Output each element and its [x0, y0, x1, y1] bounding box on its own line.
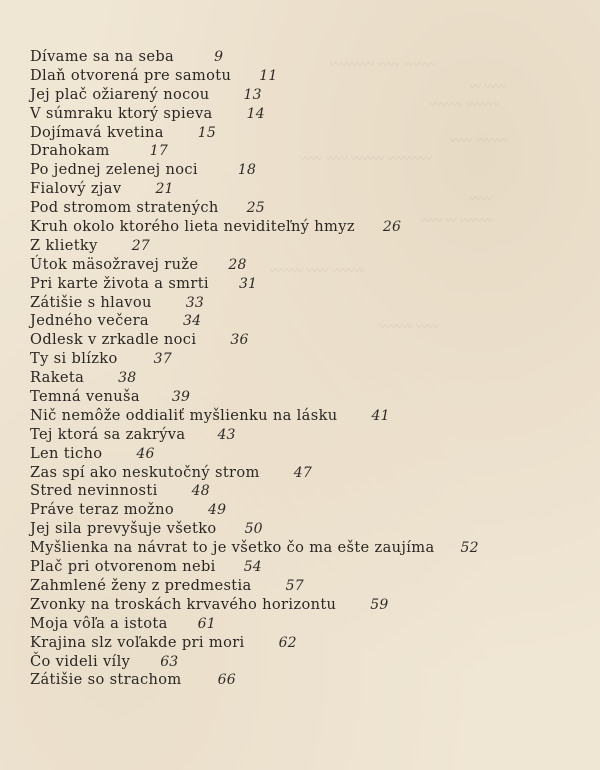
toc-page-number: 13: [243, 86, 262, 103]
toc-page-number: 18: [237, 162, 257, 179]
toc-entry: [30, 180, 479, 199]
table-of-contents: [30, 48, 479, 690]
toc-page-number: 66: [217, 672, 236, 689]
toc-page-number: 39: [171, 389, 191, 406]
toc-title: Temná venuša: [30, 388, 140, 406]
toc-page-number: 37: [153, 351, 172, 368]
toc-entry: [30, 634, 479, 653]
toc-page-number: 46: [136, 445, 155, 462]
toc-entry: [30, 67, 479, 86]
toc-entry: [30, 615, 479, 634]
toc-page-number: 57: [285, 577, 304, 594]
show-through-mark: 〰〰〰 〰〰〰: [430, 98, 500, 111]
toc-title: Fialový zjav: [30, 180, 122, 198]
toc-entry: [30, 142, 479, 161]
toc-title: Drahokam: [30, 142, 110, 160]
toc-entry: [30, 105, 479, 124]
show-through-mark: 〰〰〰 〰〰 〰〰〰: [270, 264, 365, 277]
toc-entry: [30, 312, 479, 331]
toc-title: Dojímavá kvetina: [30, 123, 164, 141]
toc-page-number: 54: [243, 559, 262, 576]
toc-page-number: 49: [207, 502, 227, 519]
toc-entry: [30, 407, 479, 426]
toc-title: Zas spí ako neskutočný strom: [30, 463, 260, 481]
toc-entry: [30, 539, 479, 558]
toc-page-number: 27: [131, 237, 150, 254]
toc-entry: [30, 577, 479, 596]
toc-title: Len ticho: [30, 444, 103, 462]
toc-entry: [30, 199, 479, 218]
toc-entry: [30, 558, 479, 577]
toc-entry: [30, 445, 479, 464]
show-through-mark: 〰〰 〰: [470, 80, 507, 93]
toc-page-number: 61: [197, 615, 216, 632]
toc-entry: [30, 501, 479, 520]
toc-title: Moja vôľa a istota: [30, 614, 168, 632]
toc-title: Zátišie so strachom: [30, 671, 182, 689]
toc-page-number: 52: [460, 540, 479, 557]
toc-page-number: 17: [149, 143, 168, 160]
toc-entry: [30, 331, 479, 350]
toc-page-number: 41: [371, 407, 390, 424]
toc-page-number: 63: [160, 653, 179, 670]
toc-entry: [30, 426, 479, 445]
toc-title: Dlaň otvorená pre samotu: [30, 66, 232, 84]
toc-title: Krajina slz voľakde pri mori: [30, 633, 245, 651]
toc-entry: [30, 596, 479, 615]
toc-title: Myšlienka na návrat to je všetko čo ma ešte zaujíma: [30, 539, 435, 557]
show-through-mark: 〰〰〰 〰〰: [450, 134, 509, 147]
toc-entry: [30, 275, 479, 294]
toc-title: Pod stromom stratených: [30, 199, 219, 217]
show-through-mark: 〰〰〰 〰 〰〰: [420, 214, 493, 227]
toc-page-number: 11: [259, 67, 278, 84]
toc-title: Zahmlené ženy z predmestia: [30, 576, 252, 594]
toc-entry: [30, 256, 479, 275]
toc-page-number: 47: [293, 464, 312, 481]
toc-title: Nič nemôže oddialiť myšlienku na lásku: [30, 406, 338, 424]
toc-title: Tej ktorá sa zakrýva: [30, 425, 186, 443]
toc-title: Čo videli víly: [30, 652, 131, 670]
toc-entry: [30, 86, 479, 105]
toc-page-number: 28: [228, 256, 247, 273]
toc-page-number: 26: [382, 219, 402, 236]
toc-title: Jedného večera: [30, 312, 149, 330]
show-through-mark: 〰〰: [470, 192, 492, 205]
toc-title: Jej plač ožiarený nocou: [30, 85, 210, 103]
toc-page-number: 62: [278, 634, 297, 651]
toc-entry: [30, 653, 479, 672]
toc-entry: [30, 671, 479, 690]
toc-title: Plač pri otvorenom nebi: [30, 558, 216, 576]
toc-title: Ty si blízko: [30, 350, 118, 368]
toc-entry: [30, 237, 479, 256]
toc-entry: [30, 124, 479, 143]
toc-entry: [30, 161, 479, 180]
toc-entry: [30, 294, 479, 313]
toc-title: Po jednej zelenej noci: [30, 161, 198, 179]
toc-entry: [30, 464, 479, 483]
toc-page-number: 38: [118, 370, 137, 387]
show-through-mark: 〰〰〰〰 〰〰〰 〰〰 〰〰: [300, 152, 432, 165]
toc-page-number: 21: [155, 181, 174, 198]
toc-title: Práve teraz možno: [30, 501, 174, 519]
toc-title: Dívame sa na seba: [30, 48, 175, 65]
toc-page-number: 33: [185, 294, 204, 311]
toc-page-number: 43: [217, 426, 236, 443]
toc-entry: [30, 48, 479, 67]
toc-page-number: 50: [244, 521, 263, 538]
show-through-mark: 〰〰〰 〰〰 〰〰〰〰: [330, 58, 436, 71]
toc-title: Zátišie s hlavou: [30, 293, 152, 311]
toc-entry: [30, 369, 479, 388]
toc-title: Raketa: [30, 369, 85, 387]
toc-page-number: 15: [197, 124, 216, 141]
toc-entry: [30, 350, 479, 369]
toc-title: V súmraku ktorý spieva: [30, 104, 213, 122]
toc-title: Stred nevinnosti: [30, 482, 158, 500]
toc-page-number: 36: [230, 332, 249, 349]
show-through-mark: 〰〰 〰〰〰: [380, 320, 439, 333]
toc-entry: [30, 388, 479, 407]
toc-title: Jej sila prevyšuje všetko: [30, 520, 217, 538]
toc-page-number: 59: [370, 596, 389, 613]
toc-entry: [30, 520, 479, 539]
toc-page-number: 25: [246, 200, 265, 217]
toc-page-number: 48: [191, 483, 210, 500]
toc-title: Kruh okolo ktorého lieta neviditeľný hmyz: [30, 218, 355, 236]
toc-title: Odlesk v zrkadle noci: [30, 331, 197, 349]
toc-page-number: 31: [238, 275, 258, 292]
toc-title: Z klietky: [30, 236, 98, 254]
toc-page-number: 9: [214, 49, 224, 65]
toc-entry: [30, 218, 479, 237]
toc-title: Pri karte života a smrti: [30, 274, 209, 292]
toc-page-number: 34: [182, 313, 202, 330]
toc-entry: [30, 482, 479, 501]
toc-title: Zvonky na troskách krvavého horizontu: [30, 595, 337, 613]
toc-page-number: 14: [246, 105, 265, 122]
toc-title: Útok mäsožravej ruže: [30, 255, 199, 273]
